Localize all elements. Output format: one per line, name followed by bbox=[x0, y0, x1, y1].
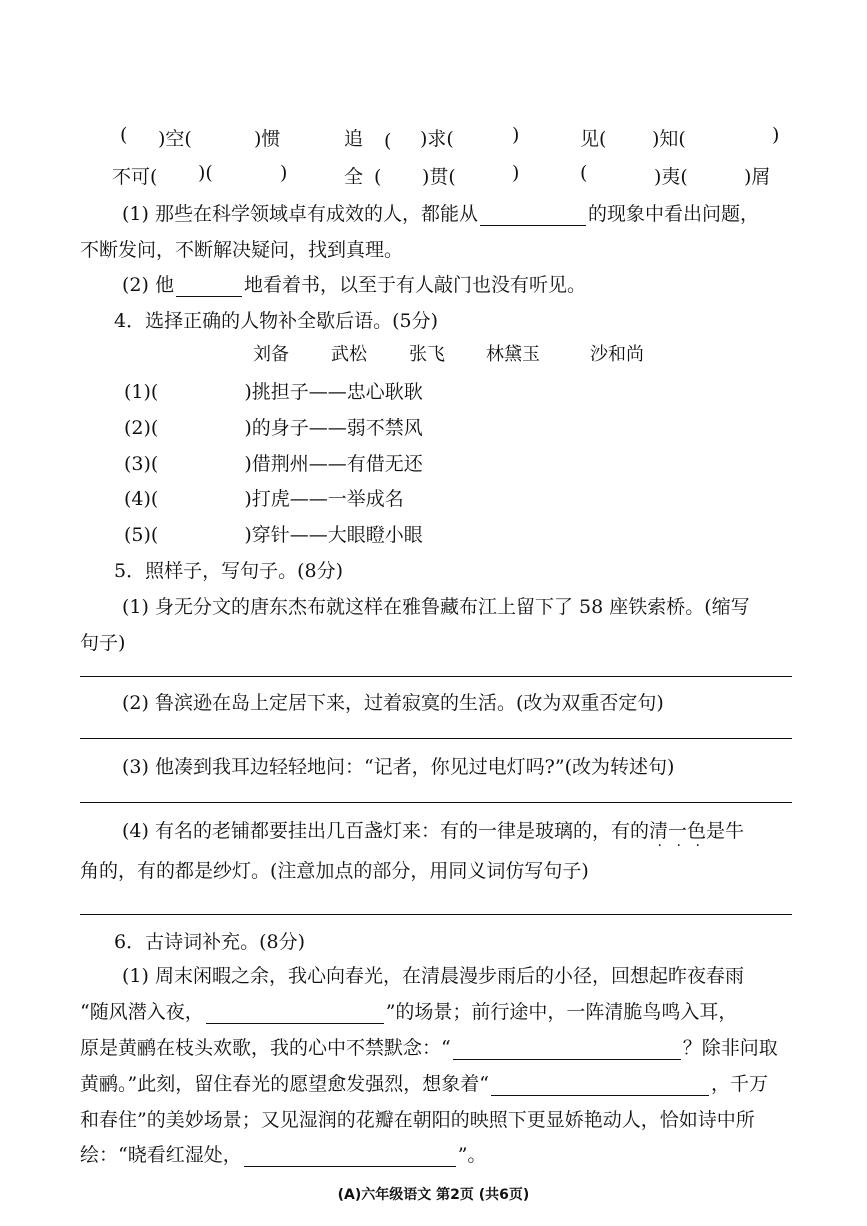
poem-blank[interactable] bbox=[206, 1004, 384, 1024]
q4-item-1: (1)( )挑担子——忠心耿耿 bbox=[124, 381, 423, 403]
option-label: 武松 bbox=[331, 344, 367, 365]
idiom-text: )贯( bbox=[422, 166, 456, 188]
idiom-text: 全 bbox=[344, 166, 364, 188]
page-footer: (A)六年级语文 第2页 (共6页) bbox=[337, 1187, 530, 1203]
idiom-text: 不可( bbox=[112, 166, 158, 188]
idiom-text: ) bbox=[512, 162, 520, 184]
poem-blank[interactable] bbox=[491, 1076, 709, 1096]
answer-line[interactable] bbox=[80, 802, 792, 803]
poem-blank[interactable] bbox=[244, 1147, 456, 1167]
option-label: 林黛玉 bbox=[486, 344, 540, 365]
idiom-text: ( bbox=[374, 166, 382, 188]
fill-blank[interactable] bbox=[176, 277, 242, 297]
idiom-text: ( bbox=[120, 124, 128, 146]
idiom-text: ( bbox=[580, 162, 588, 184]
q6-line-1: (1) 周末闲暇之余，我心向春光，在清晨漫步雨后的小径，回想起昨夜春雨 bbox=[122, 965, 744, 987]
idiom-text: )求( bbox=[420, 128, 454, 150]
q5-item-2: (2) 鲁滨逊在岛上定居下来，过着寂寞的生活。(改为双重否定句) bbox=[122, 692, 664, 714]
idiom-text: 见( bbox=[580, 128, 607, 150]
question-6-title: 6．古诗词补充。(8分) bbox=[114, 931, 306, 953]
q6-line-6: 绘：“晓看红湿处， ”。 bbox=[80, 1144, 487, 1166]
idiom-text: ) bbox=[512, 124, 520, 146]
idiom-text: 追 bbox=[344, 128, 364, 150]
dotted-char: 色 bbox=[687, 820, 707, 842]
answer-line[interactable] bbox=[80, 676, 792, 677]
idiom-text: )夷( bbox=[654, 166, 688, 188]
idiom-text: )屑 bbox=[744, 166, 771, 188]
q6-line-3: 原是黄鹂在枝头欢歌，我的心中不禁默念：“ ？除非问取 bbox=[80, 1037, 778, 1059]
q4-item-4: (4)( )打虎——一举成名 bbox=[124, 488, 404, 510]
option-label: 张飞 bbox=[409, 344, 445, 365]
poem-blank[interactable] bbox=[453, 1040, 681, 1060]
dotted-char: 清 bbox=[648, 820, 668, 842]
idiom-text: ) bbox=[772, 124, 780, 146]
q4-item-5: (5)( )穿针——大眼瞪小眼 bbox=[124, 524, 423, 546]
idiom-text: )( bbox=[198, 162, 213, 184]
answer-line[interactable] bbox=[80, 738, 792, 739]
q6-line-4: 黄鹂。”此刻，留住春光的愿望愈发强烈，想象着“ ，千万 bbox=[80, 1073, 768, 1095]
idiom-text: )惯 bbox=[254, 128, 281, 150]
q5-item-3: (3) 他凑到我耳边轻轻地问：“记者，你见过电灯吗?”(改为转述句) bbox=[122, 756, 675, 778]
question-4-title: 4．选择正确的人物补全歇后语。(5分) bbox=[114, 310, 439, 332]
question-5-title: 5．照样子，写句子。(8分) bbox=[114, 560, 344, 582]
q3-sentence-1: (1) 那些在科学领域卓有成效的人，都能从 的现象中看出问题， bbox=[122, 203, 759, 225]
idiom-text: ( bbox=[384, 130, 392, 152]
q4-item-2: (2)( )的身子——弱不禁风 bbox=[124, 417, 423, 439]
idiom-text: )知( bbox=[652, 128, 686, 150]
option-label: 刘备 bbox=[253, 344, 289, 365]
q5-item-4-cont: 角的，有的都是纱灯。(注意加点的部分，用同义词仿写句子) bbox=[80, 860, 589, 882]
idiom-text: )空( bbox=[158, 128, 192, 150]
dotted-char: 一 bbox=[667, 820, 687, 842]
idiom-text: ) bbox=[280, 162, 288, 184]
q4-item-3: (3)( )借荆州——有借无还 bbox=[124, 453, 423, 475]
fill-blank[interactable] bbox=[480, 206, 586, 226]
option-label: 沙和尚 bbox=[590, 344, 644, 365]
q5-item-1-cont: 句子) bbox=[80, 632, 126, 654]
q6-line-2: “随风潜入夜， ”的场景；前行途中，一阵清脆鸟鸣入耳， bbox=[80, 1001, 738, 1023]
q5-item-1: (1) 身无分文的唐东杰布就这样在雅鲁藏布江上留下了 58 座铁索桥。(缩写 bbox=[122, 596, 750, 618]
answer-line[interactable] bbox=[80, 914, 792, 915]
q5-item-4: (4) 有名的老铺都要挂出几百盏灯来：有的一律是玻璃的，有的清一色是牛 bbox=[122, 820, 745, 842]
q3-sentence-2: (2) 他 地看着书，以至于有人敲门也没有听见。 bbox=[122, 274, 586, 296]
q3-sentence-1-cont: 不断发问，不断解决疑问，找到真理。 bbox=[80, 239, 404, 261]
q6-line-5: 和春住”的美妙场景；又见湿润的花瓣在朝阳的映照下更显娇艳动人，恰如诗中所 bbox=[80, 1109, 755, 1131]
